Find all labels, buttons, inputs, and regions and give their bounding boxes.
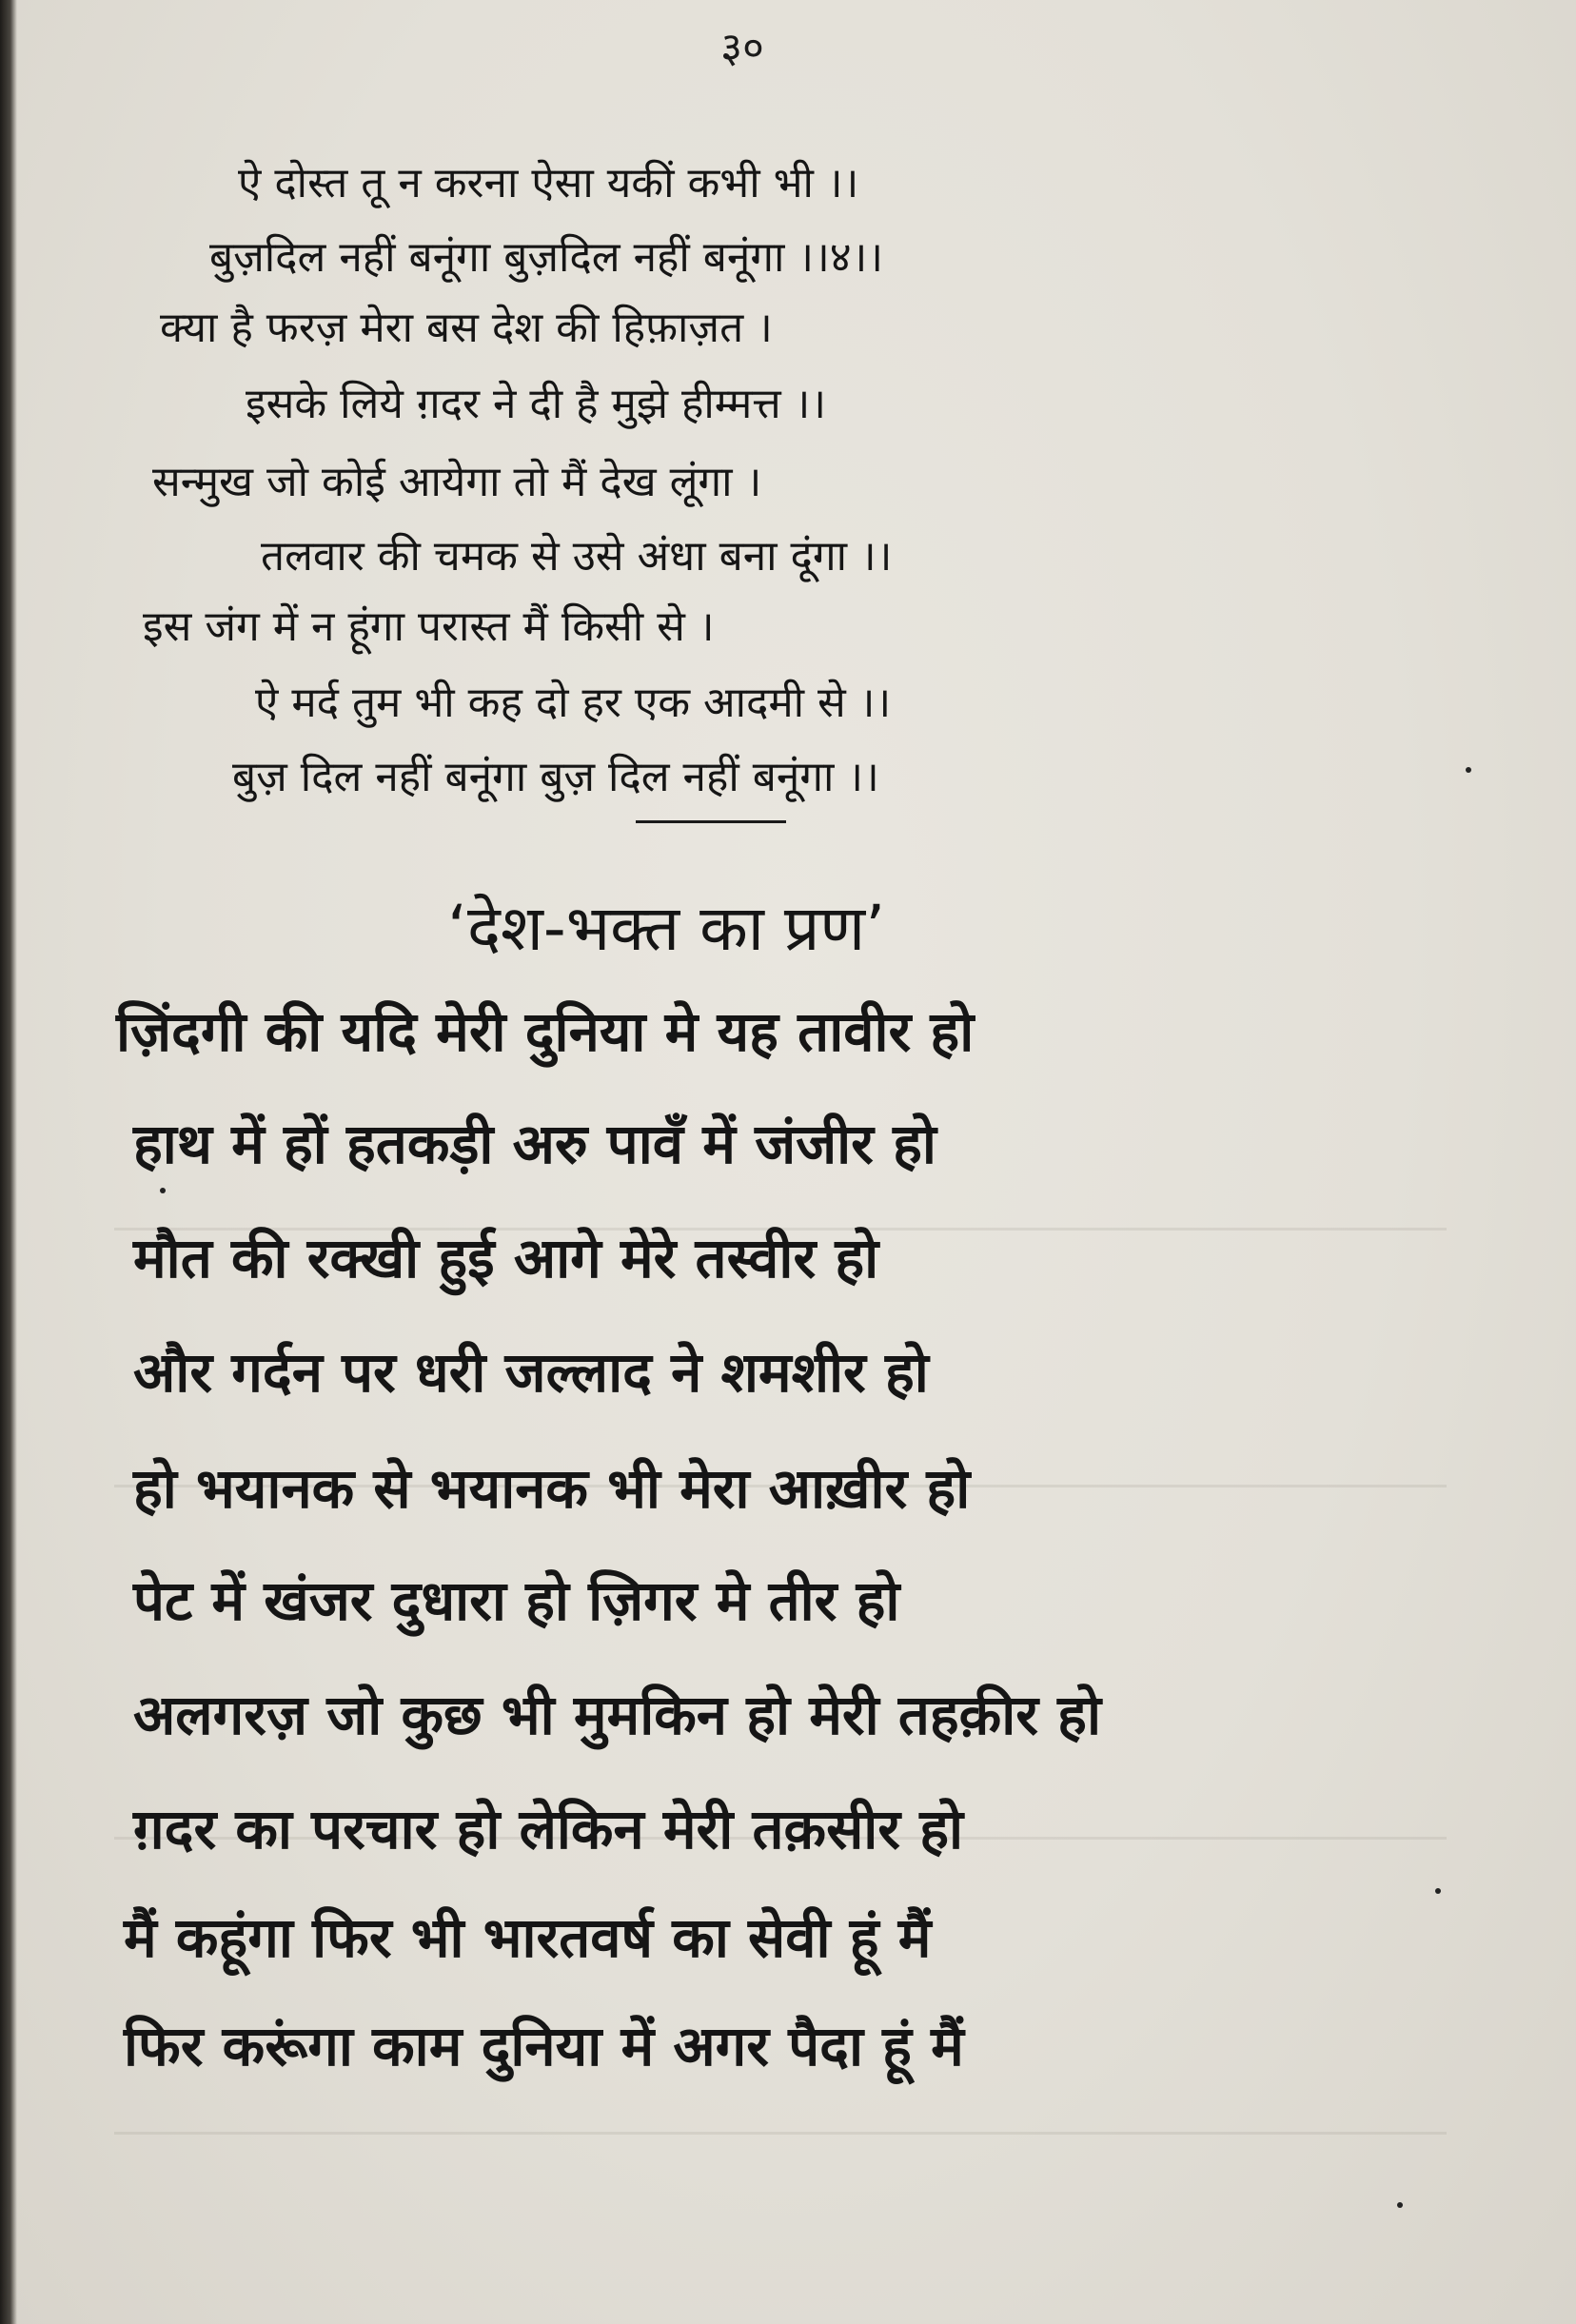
stanza-one-line: इस जंग में न हूंगा परास्त मैं किसी से । — [143, 602, 715, 651]
stanza-two-line: और गर्दन पर धरी जल्लाद ने शमशीर हो — [133, 1340, 929, 1405]
stanza-two-line: हाथ में हों हतकड़ी अरु पावँ में जंजीर हो — [133, 1112, 936, 1176]
stanza-one-line: ऐ मर्द तुम भी कह दो हर एक आदमी से ।। — [255, 679, 892, 727]
ink-speck — [1435, 1888, 1441, 1894]
stanza-two-line: ज़िंदगी की यदि मेरी दुनिया मे यह तावीर हो — [116, 999, 975, 1064]
show-through-line — [114, 2132, 1447, 2135]
ink-speck — [1397, 2202, 1403, 2208]
stanza-two-line: अलगरज़ जो कुछ भी मुमकिन हो मेरी तहक़ीर हो — [133, 1683, 1101, 1747]
stanza-two-line: मौत की रक्खी हुई आगे मेरे तस्वीर हो — [133, 1226, 879, 1290]
section-divider — [636, 820, 786, 823]
stanza-two-line: फिर करूंगा काम दुनिया में अगर पैदा हूं मैं — [124, 2014, 964, 2078]
stanza-one-line: बुज़ दिल नहीं बनूंगा बुज़ दिल नहीं बनूंगा ।। — [232, 753, 879, 801]
ink-speck — [1466, 767, 1471, 773]
stanza-one-line: तलवार की चमक से उसे अंधा बना दूंगा ।। — [261, 532, 893, 581]
stanza-two-line: मैं कहूंगा फिर भी भारतवर्ष का सेवी हूं मैं — [124, 1905, 932, 1970]
poem-title: ‘देश-भक्त का प्रण’ — [447, 892, 886, 965]
stanza-one-line: ऐ दोस्त तू न करना ऐसा यकीं कभी भी ।। — [238, 159, 859, 207]
stanza-one-line: बुज़दिल नहीं बनूंगा बुज़दिल नहीं बनूंगा ।।४।। — [209, 233, 884, 282]
stanza-one-line: सन्मुख जो कोई आयेगा तो मैं देख लूंगा । — [152, 458, 762, 506]
stanza-two-line: हो भयानक से भयानक भी मेरा आख़ीर हो — [133, 1456, 971, 1521]
stanza-one-line: इसके लिये ग़दर ने दी है मुझे हीम्मत्त ।। — [246, 380, 827, 428]
stanza-one-line: क्या है फरज़ मेरा बस देश की हिफ़ाज़त । — [160, 304, 773, 352]
page-binding-edge — [0, 0, 17, 2324]
stanza-two-line: ग़दर का परचार हो लेकिन मेरी तक़सीर हो — [133, 1797, 964, 1861]
page-number: ३० — [720, 24, 764, 72]
ink-speck — [160, 1188, 166, 1193]
stanza-two-line: पेट में खंजर दुधारा हो ज़िगर मे तीर हो — [133, 1568, 900, 1633]
